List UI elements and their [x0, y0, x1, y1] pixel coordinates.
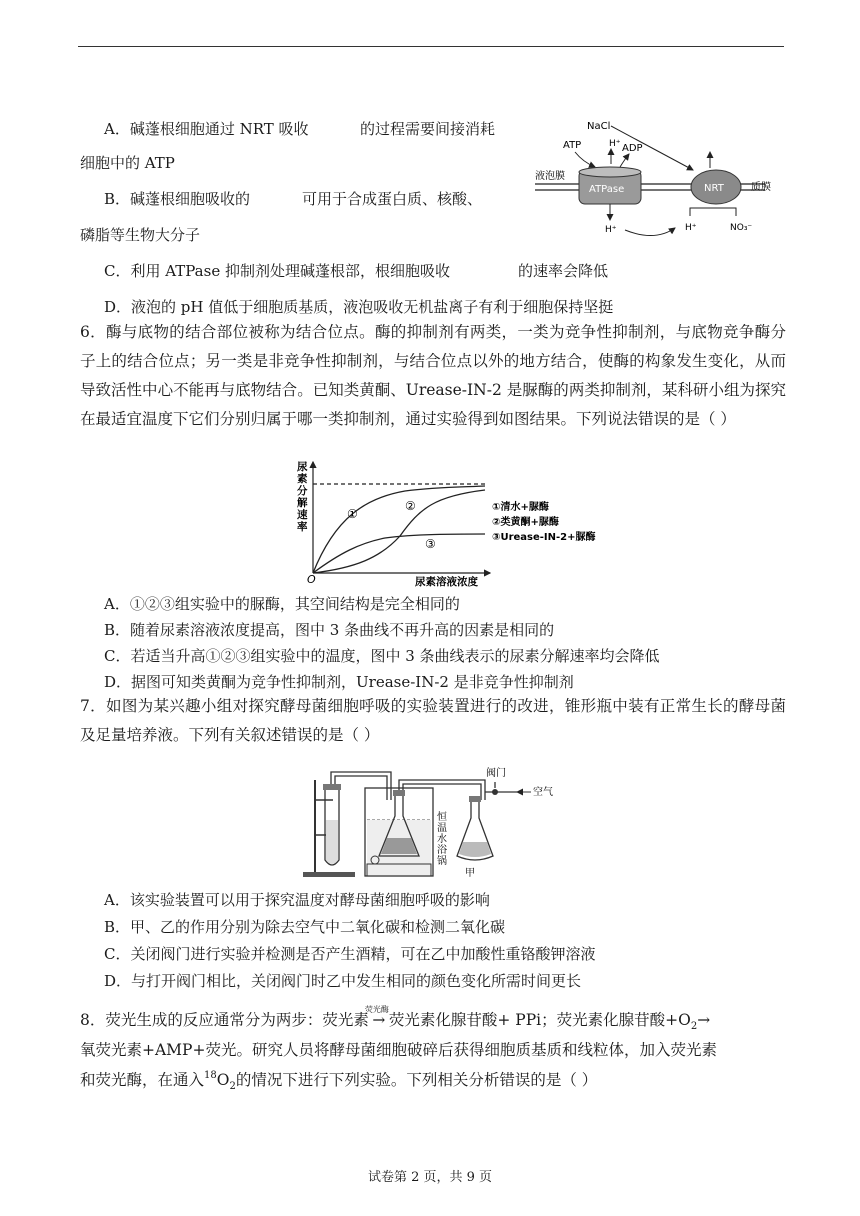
curve-3 — [313, 534, 485, 573]
plasma-membrane-label: 质膜 — [751, 182, 771, 193]
q6-option-c: C．若适当升高①②③组实验中的温度，图中 3 条曲线表示的尿素分解速率均会降低 — [104, 647, 660, 665]
legend-entry-3: ③Urease-IN-2+脲酶 — [492, 532, 596, 543]
chart-ylabel-char: 尿 — [297, 461, 308, 473]
chart-ylabel-char: 率 — [297, 521, 308, 533]
chart-ylabel-char: 分 — [297, 485, 308, 497]
water-bath-label-char: 水 — [437, 834, 447, 845]
q7-option-a: A．该实验装置可以用于探究温度对酵母菌细胞呼吸的影响 — [104, 891, 490, 909]
nacl-label: NaCl — [587, 121, 611, 132]
q8-enzyme-arrow: 荧光酶 → — [369, 1010, 389, 1030]
chart-origin: O — [307, 573, 316, 586]
q5-option-c-part1: C．利用 ATPase 抑制剂处理碱蓬根部，根细胞吸收 — [104, 262, 450, 280]
curve-1 — [313, 486, 485, 573]
q8-oxygen-subscript: 2 — [229, 1081, 236, 1092]
q7-apparatus-figure — [295, 760, 565, 882]
q5-transport-figure — [525, 112, 795, 242]
q6-option-d: D．据图可知类黄酮为竞争性抑制剂，Urease-IN-2 是非竞争性抑制剂 — [104, 673, 574, 691]
curve-label-3: ③ — [425, 537, 436, 551]
q5-option-b-part3: 磷脂等生物大分子 — [80, 226, 201, 244]
chart-ylabel — [296, 460, 308, 533]
q8-o2-subscript: 2 — [690, 1021, 698, 1032]
adp-label: ADP — [622, 143, 643, 154]
chart-ylabel-char: 速 — [297, 509, 308, 521]
curve-label-1: ① — [347, 507, 358, 521]
q5-option-c-part2: 的速率会降低 — [518, 262, 609, 280]
atp-label: ATP — [563, 140, 582, 151]
q5-option-d: D．液泡的 pH 值低于细胞质基质，液泡吸收无机盐离子有利于细胞保持坚挺 — [104, 298, 614, 316]
curve-2 — [313, 490, 485, 573]
q8-line-3-part-b: 的情况下进行下列实验。下列相关分析错误的是（ ） — [235, 1071, 598, 1089]
q8-line-2: 氧荧光素+AMP+荧光。研究人员将酵母菌细胞破碎后获得细胞质基质和线粒体，加入荧光素 — [80, 1041, 717, 1059]
q5-option-a-part3: 细胞中的 ATP — [80, 154, 175, 172]
water-bath-label-char: 浴 — [437, 845, 447, 856]
water-bath-label — [437, 810, 447, 867]
q6-stem: 6．酶与底物的结合部位被称为结合位点。酶的抑制剂有两类，一类为竞争性抑制剂，与底物竞争酶分子上的结合位点；另一类是非竞争性抑制剂，与结合位点以外的地方结合，使酶的构象发生变化，从而导致活性中心不能再与底物结合。已知类黄酮、Urease-IN-2 是脲酶的两类抑制剂，某科研小组为探究在最适宜温度下它们分别归属于哪一类抑制剂，通过实验得到如图结果。下列说法错误的是（ ） — [80, 323, 786, 428]
q8-line-3-part-a: 和荧光酶，在通入 — [80, 1071, 205, 1089]
q8-oxygen: O — [216, 1071, 230, 1089]
vacuole-membrane-label: 液泡膜 — [535, 171, 565, 182]
curve-label-2: ② — [405, 499, 416, 513]
flask-jia-label: 甲 — [465, 868, 475, 879]
q5-option-a-part1: A．碱蓬根细胞通过 NRT 吸收 — [104, 120, 309, 138]
q7-stem: 7．如图为某兴趣小组对探究酵母菌细胞呼吸的实验装置进行的改进，锥形瓶中装有正常生长的酵母菌及足量培养液。下列有关叙述错误的是（ ） — [80, 697, 786, 744]
q8-line-1 — [80, 1005, 711, 1033]
q7-option-d: D．与打开阀门相比，关闭阀门时乙中发生相同的颜色变化所需时间更长 — [104, 972, 582, 990]
q5-option-b-part2: 可用于合成蛋白质、核酸、 — [302, 190, 483, 208]
legend-entry-2: ②类黄酮+脲酶 — [492, 517, 559, 528]
chart-ylabel-char: 解 — [297, 497, 308, 509]
q6-option-b: B．随着尿素溶液浓度提高，图中 3 条曲线不再升高的因素是相同的 — [104, 621, 555, 639]
q8-line-1-part-a: 8．荧光生成的反应通常分为两步：荧光素 — [80, 1011, 369, 1029]
chart-xlabel: 尿素溶液浓度 — [415, 576, 478, 588]
header-rule — [78, 46, 784, 47]
q5-option-a-part2: 的过程需要间接消耗 — [360, 120, 496, 138]
q8-line-1-part-b: 荧光素化腺苷酸+ PPi；荧光素化腺苷酸+O — [388, 1011, 691, 1029]
water-bath-label-char: 锅 — [437, 856, 447, 867]
atpase-label: ATPase — [589, 184, 625, 195]
hplus-bottom-left-label: H⁺ — [605, 225, 617, 235]
q8-line-1-part-c: → — [697, 1011, 711, 1029]
q8-isotope: 18 — [204, 1070, 217, 1081]
q7-option-b: B．甲、乙的作用分别为除去空气中二氧化碳和检测二氧化碳 — [104, 918, 506, 936]
nrt-label: NRT — [704, 183, 724, 194]
nitrate-label: NO₃⁻ — [730, 223, 753, 233]
q5-option-b-part1: B．碱蓬根细胞吸收的 — [104, 190, 251, 208]
page-footer: 试卷第 2 页，共 9 页 — [367, 1170, 493, 1185]
q7-option-c: C．关闭阀门进行实验并检测是否产生酒精，可在乙中加酸性重铬酸钾溶液 — [104, 945, 596, 963]
legend-entry-1: ①清水+脲酶 — [492, 502, 549, 513]
q8-line-3 — [80, 1070, 597, 1093]
q6-rate-chart — [285, 458, 615, 590]
hplus-top-label: H⁺ — [609, 139, 621, 149]
air-label: 空气 — [533, 787, 553, 798]
valve-label: 阀门 — [486, 768, 506, 779]
water-bath-label-char: 温 — [437, 823, 447, 834]
chart-ylabel-char: 素 — [297, 473, 308, 485]
hplus-bottom-right-label: H⁺ — [685, 223, 697, 233]
q6-option-a: A．①②③组实验中的脲酶，其空间结构是完全相同的 — [104, 595, 460, 613]
q8-enzyme-label: 荧光酶 — [364, 1005, 389, 1014]
water-bath-label-char: 恒 — [437, 812, 447, 823]
